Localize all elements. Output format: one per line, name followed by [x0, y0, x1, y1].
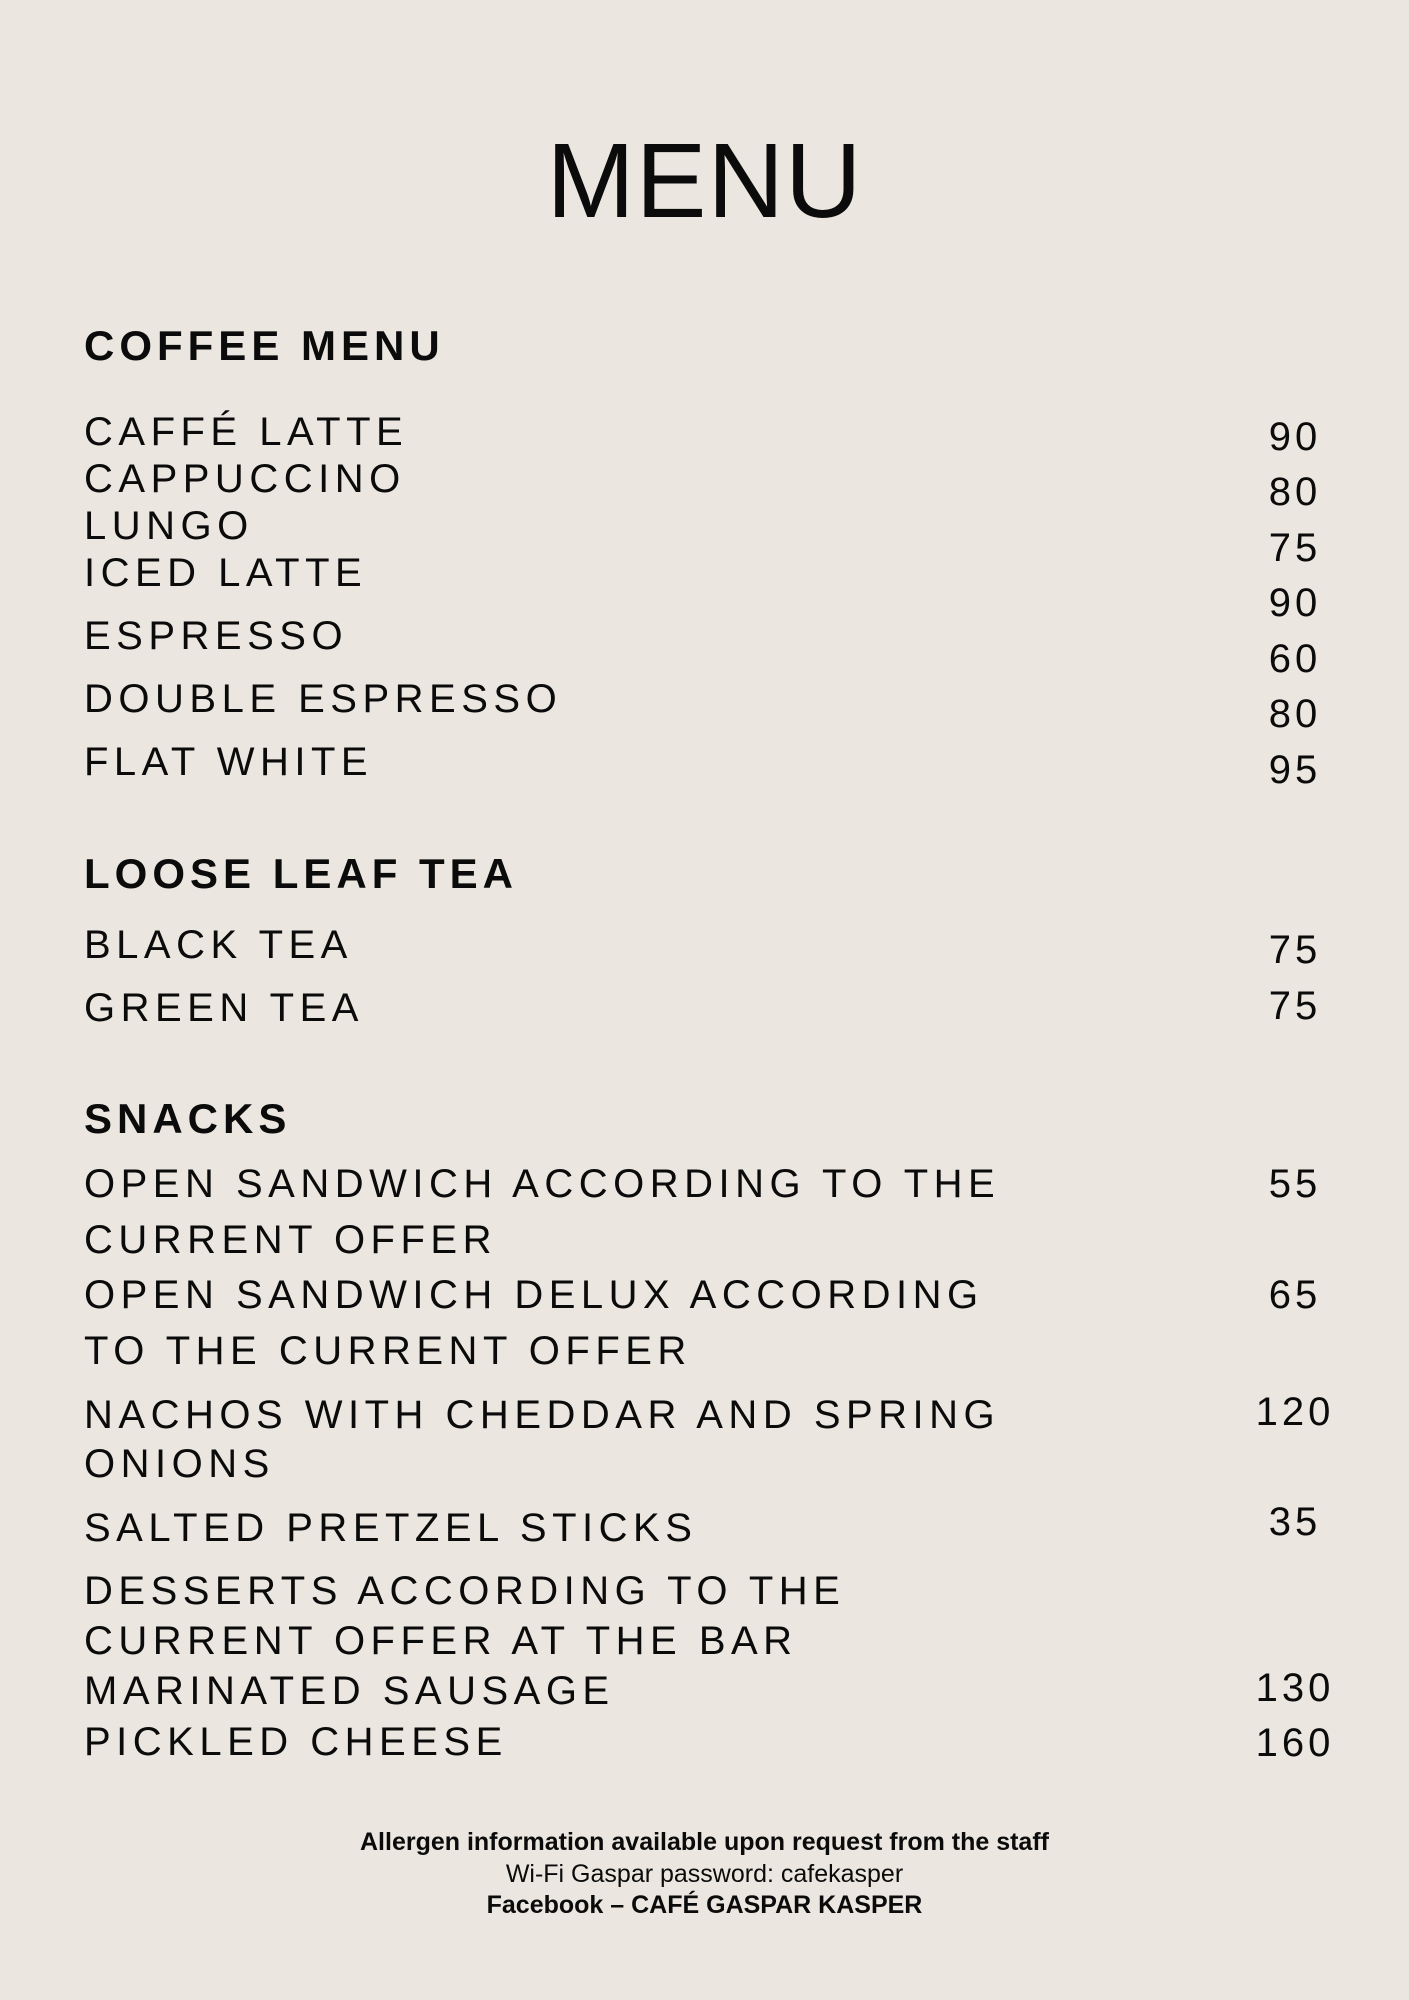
snack-item-name: MARINATED SAUSAGE [84, 1669, 615, 1713]
wifi-note: Wi-Fi Gaspar password: cafekasper [505, 1860, 904, 1888]
coffee-item-price: 75 [1268, 526, 1322, 570]
coffee-menu-heading: COFFEE MENU [84, 322, 445, 369]
coffee-item-name: ICED LATTE [84, 551, 368, 595]
coffee-item-name: CAFFÉ LATTE [84, 410, 409, 454]
facebook-note: Facebook – CAFÉ GASPAR KASPER [486, 1891, 923, 1919]
snack-item-name-continued: ONIONS [84, 1442, 275, 1486]
snack-item-name-continued: TO THE CURRENT OFFER [84, 1329, 692, 1373]
snack-item-name: OPEN SANDWICH ACCORDING TO THE [84, 1162, 1001, 1206]
snack-item-price: 130 [1255, 1666, 1335, 1710]
coffee-item-name: LUNGO [84, 504, 254, 548]
coffee-item-price: 80 [1268, 470, 1322, 514]
snack-item-price: 35 [1268, 1500, 1322, 1544]
tea-item-name: GREEN TEA [84, 986, 364, 1030]
loose-leaf-tea-heading: LOOSE LEAF TEA [84, 850, 519, 897]
snack-item-name-continued: CURRENT OFFER [84, 1218, 497, 1262]
coffee-item-price: 60 [1268, 637, 1322, 681]
coffee-item-price: 80 [1268, 692, 1322, 736]
coffee-item-name: DOUBLE ESPRESSO [84, 677, 563, 721]
snack-item-name: SALTED PRETZEL STICKS [84, 1506, 698, 1550]
snack-item-name: OPEN SANDWICH DELUX ACCORDING [84, 1273, 984, 1317]
snack-item-name: DESSERTS ACCORDING TO THE [84, 1569, 846, 1613]
coffee-item-price: 90 [1268, 581, 1322, 625]
snack-item-price: 65 [1268, 1273, 1322, 1317]
coffee-item-price: 95 [1268, 748, 1322, 792]
snack-item-name-continued: CURRENT OFFER AT THE BAR [84, 1619, 798, 1663]
snack-item-price: 120 [1255, 1390, 1335, 1434]
coffee-item-name: ESPRESSO [84, 614, 349, 658]
tea-item-name: BLACK TEA [84, 923, 353, 967]
snacks-heading: SNACKS [84, 1095, 292, 1142]
tea-item-price: 75 [1268, 928, 1322, 972]
tea-item-price: 75 [1268, 984, 1322, 1028]
page-title: MENU [546, 122, 863, 240]
coffee-item-price: 90 [1268, 415, 1322, 459]
coffee-item-name: FLAT WHITE [84, 740, 374, 784]
snack-item-name: PICKLED CHEESE [84, 1720, 508, 1764]
snack-item-price: 160 [1255, 1721, 1335, 1765]
snack-item-price: 55 [1268, 1162, 1322, 1206]
allergen-note: Allergen information available upon request from the staff [360, 1828, 1049, 1856]
coffee-item-name: CAPPUCCINO [84, 457, 406, 501]
snack-item-name: NACHOS WITH CHEDDAR AND SPRING [84, 1393, 1001, 1437]
